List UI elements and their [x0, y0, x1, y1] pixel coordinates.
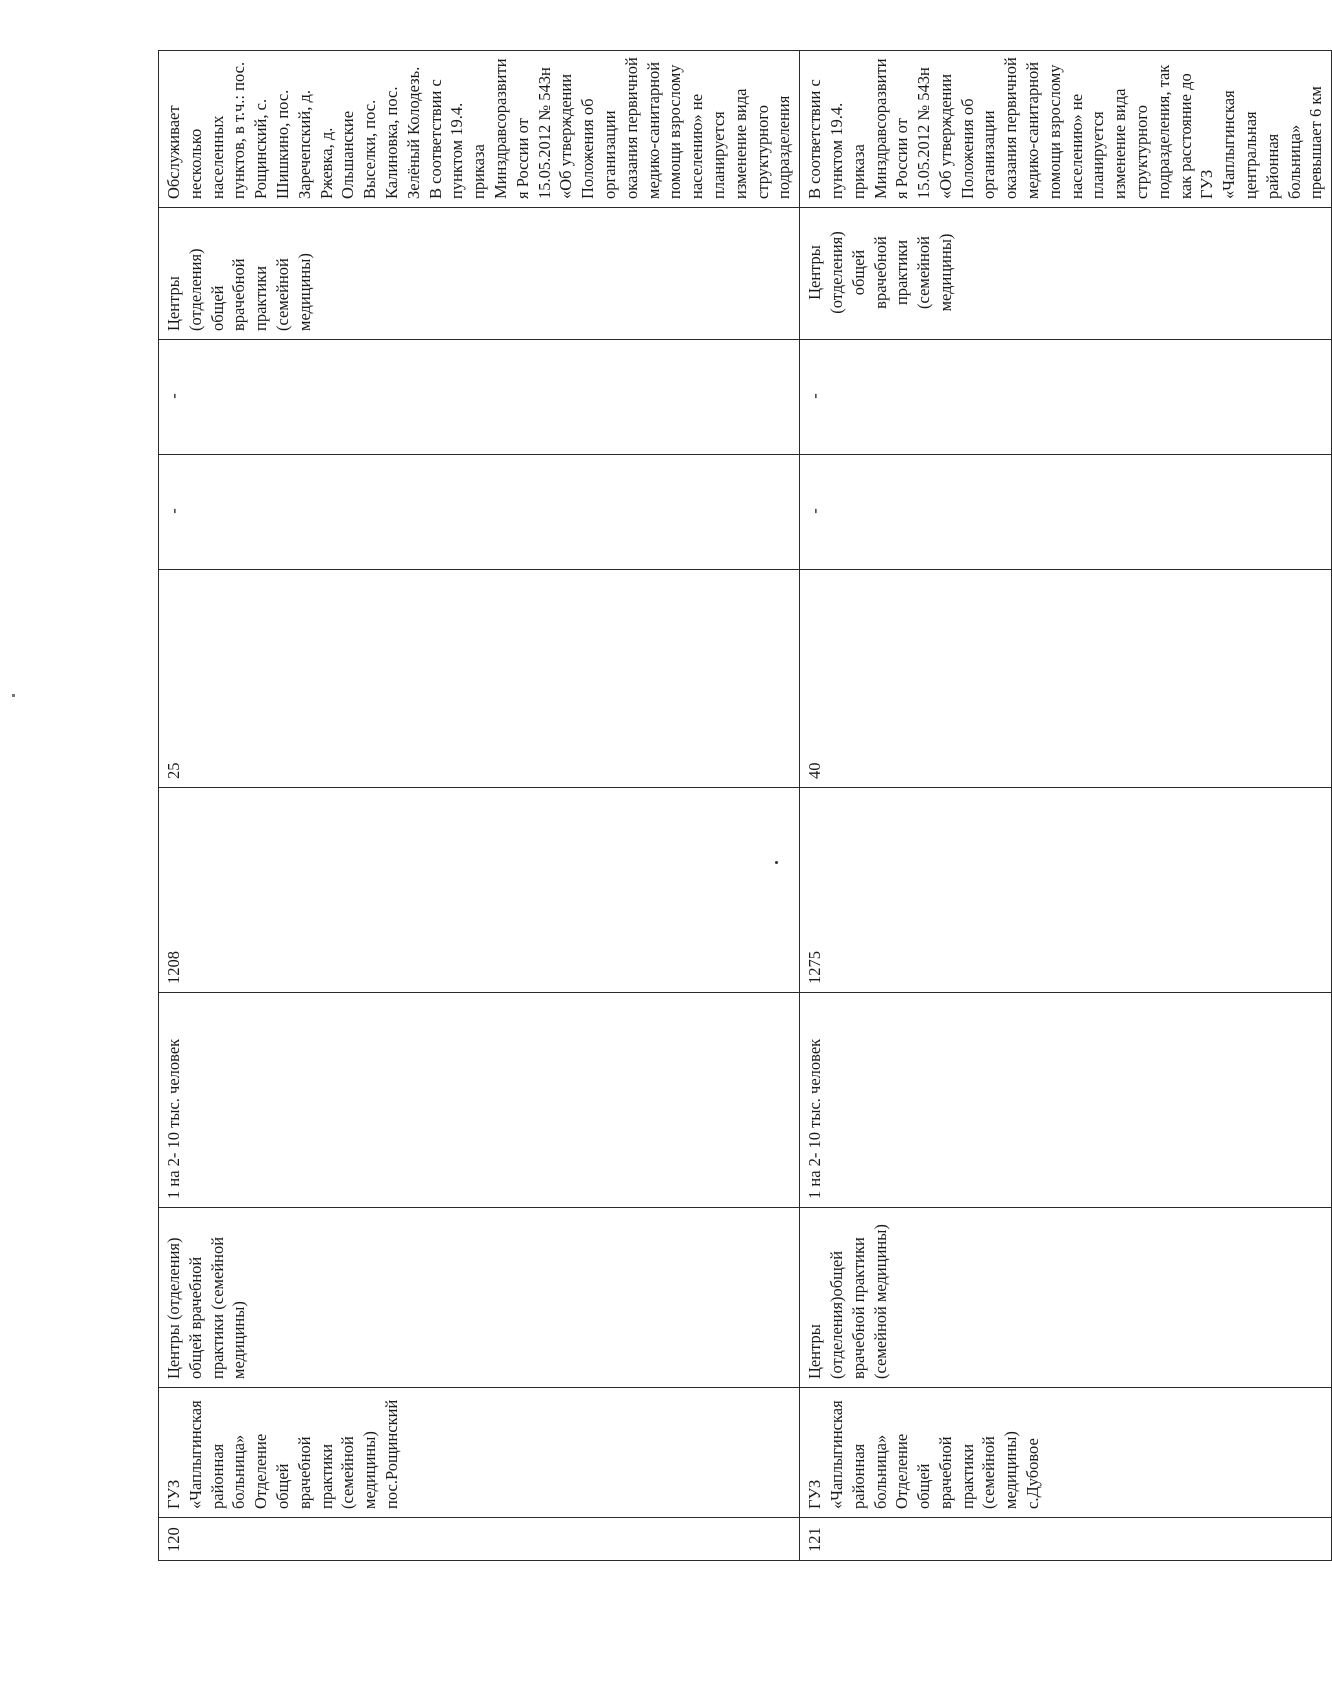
distance: 25 — [159, 570, 800, 788]
col8-value: - — [159, 340, 800, 455]
unit-type: Центры (отделения) общей врачебной практики (семейной медицины) — [159, 1208, 800, 1388]
scan-mark — [12, 694, 15, 697]
institution-name: ГУЗ «Чаплыгинская районная больница» Отделение общей врачебной практики (семейной медицины) пос.Рощинский — [159, 1388, 800, 1518]
note: Обслуживает несколько населенных пунктов, в т.ч.: пос. Рощинский, с. Шишкино, пос. Заречепский, д. Ржевка, д. Ольшанские Выселки, пос. Калиновка, пос. Зелёный Колодезь. В соответствии с пунктом 19.4. приказа Минздравсоразвития России от 15.05.2012 № 543н «Об утверждении Положения об организации оказания первичной медико-санитарной помощи взрослому населению» не планируется изменение вида структурного подразделения — [159, 51, 800, 208]
proposed-unit-type: Центры (отделения) общей врачебной практики (семейной медицины) — [159, 208, 800, 340]
norm: 1 на 2- 10 тыс. человек — [800, 993, 1332, 1208]
population: 1208 — [159, 788, 800, 993]
norm: 1 на 2- 10 тыс. человек — [159, 993, 800, 1208]
note: В соответствии с пунктом 19.4. приказа Минздравсоразвития России от 15.05.2012 № 543н «Об утверждении Положения об организации оказания первичной медико-санитарной помощи взрослому населению» не планируется изменение вида структурного подразделения, так как расстояние до ГУЗ «Чаплыгинская центральная районная больница» превышает 6 км — [800, 51, 1332, 208]
col7-value: - — [159, 455, 800, 570]
col7-value: - — [800, 455, 1332, 570]
scan-speck — [775, 861, 778, 864]
table-row — [800, 51, 1332, 1561]
col8-value: - — [800, 340, 1332, 455]
distance: 40 — [800, 570, 1332, 788]
facilities-table — [158, 50, 1332, 1561]
table-row — [159, 51, 800, 1561]
institution-name: ГУЗ «Чаплыгинская районная больница» Отделение общей врачебной практики (семейной медицины) с.Дубовое — [800, 1388, 1332, 1518]
proposed-unit-type: Центры (отделения) общей врачебной практики (семейной медицины) — [800, 208, 1332, 340]
row-number: 120 — [159, 1518, 800, 1561]
population: 1275 — [800, 788, 1332, 993]
row-number: 121 — [800, 1518, 1332, 1561]
unit-type: Центры (отделения)общей врачебной практики (семейной медицины) — [800, 1208, 1332, 1388]
